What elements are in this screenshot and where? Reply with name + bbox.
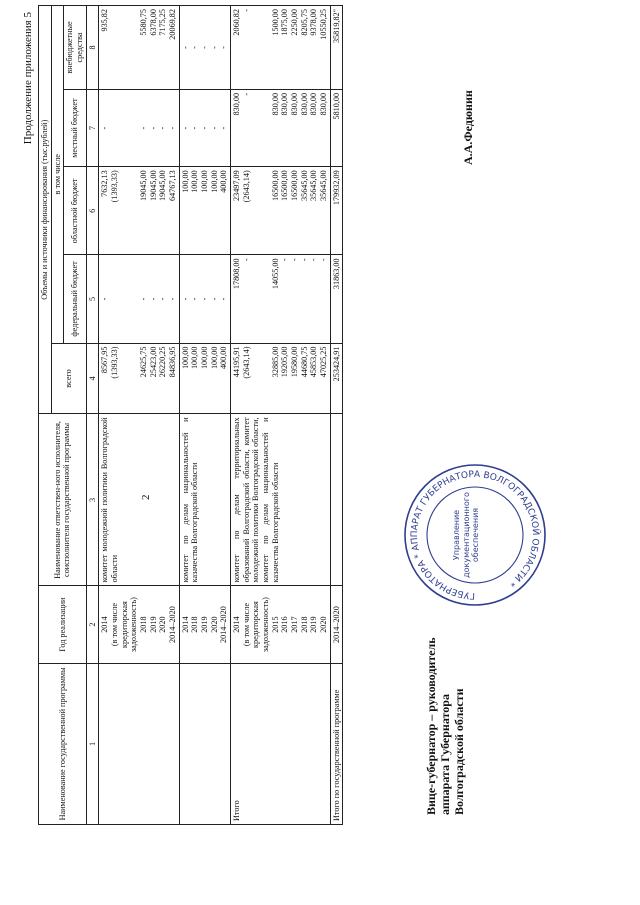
table-row-subtotal [231, 6, 331, 825]
header-row-1 [39, 6, 52, 825]
signature-title-line: Вице-губернатор – руководитель [424, 637, 438, 815]
signatory-name: А.А.Федюнин [461, 90, 475, 165]
years-cell: 2014 2018 2019 2020 2014–2020 [179, 586, 230, 663]
seal-center [452, 492, 502, 578]
program-cell: Итого по государственной программе [330, 663, 343, 824]
federal-cell: 31863,00 [330, 255, 343, 343]
header-year: Год реализации [39, 586, 87, 663]
table-row-program-total [330, 6, 343, 825]
executor-cell: комитет молодежной политики Волгоградской области [99, 414, 179, 586]
extra-cell: - - - - - [179, 6, 230, 90]
column-number: 7 [86, 89, 99, 166]
header-including: в том числе [51, 6, 64, 344]
years-cell: 2014 (в том числе кредиторская задолженность) 2018 2019 2020 2014–2020 [99, 586, 179, 663]
years-cell: 2014–2020 [330, 586, 343, 663]
header-funding: Объемы и источники финансирования (тыс.рублей) [39, 6, 52, 414]
local-cell: 830,00 - 830,00 830,00 830,00 830,00 830,00 830,00 [231, 89, 331, 166]
official-seal-stamp [400, 460, 550, 610]
federal-cell: 17808,00 - 14055,00 - - - - - [231, 255, 331, 343]
header-regional: областной бюджет [64, 167, 86, 255]
local-cell: - - - - - [99, 89, 179, 166]
column-number: 5 [86, 255, 99, 343]
page-number: 2 [140, 494, 152, 500]
column-number: 4 [86, 343, 99, 414]
program-cell [99, 663, 179, 824]
column-number: 6 [86, 167, 99, 255]
column-number-row [86, 6, 99, 825]
signature-title-line: аппарата Губернатора [437, 694, 452, 815]
column-number: 8 [86, 6, 99, 90]
program-cell: Итого [231, 663, 331, 824]
local-cell: 5810,00 [330, 89, 343, 166]
total-cell: 253424,91 [330, 343, 343, 414]
table-row-nationalities [179, 6, 230, 825]
column-number: 2 [86, 586, 99, 663]
continuation-label: Продолжение приложения 5 [22, 12, 34, 145]
federal-cell: - - - - - [179, 255, 230, 343]
header-extra: внебюджетные средства [64, 6, 86, 90]
header-local: местный бюджет [64, 89, 86, 166]
regional-cell: 179932,09 [330, 167, 343, 255]
seal-ring-text: ГУБЕРНАТОРА * АППАРАТ ГУБЕРНАТОРА ВОЛГОГРАДСКОЙ ОБЛАСТИ * [409, 469, 541, 601]
years-cell: 2014 (в том числе кредиторская задолженность) 2015 2016 2017 2018 2019 2020 [231, 586, 331, 663]
header-federal: федеральный бюджет [64, 255, 86, 343]
column-number: 1 [86, 663, 99, 824]
extra-cell: 935,82 5580,75 6378,00 7175,25 20069,82 [99, 6, 179, 90]
local-cell: - - - - - [179, 89, 230, 166]
signature-title-line: Волгоградской области [451, 688, 466, 815]
header-executor: Наименование ответствен-ного исполнителя, соисполнителя государственной программы [39, 414, 87, 586]
total-cell: 100,00 100,00 100,00 100,00 400,00 [179, 343, 230, 414]
header-total: всего [51, 343, 86, 414]
total-cell: 44195,91 (2643,14) 32885,00 19205,00 19580,00 44680,75 45853,00 47025,25 [231, 343, 331, 414]
total-cell: 8567,95 (1393,33) 24625,75 25423,00 26220,25 84836,95 [99, 343, 179, 414]
executor-cell [330, 414, 343, 586]
funding-table [38, 5, 343, 825]
signature-title [425, 637, 466, 815]
header-program: Наименование государственной программы [39, 663, 87, 824]
executor-cell: комитет по делам национальностей и казачества Волгоградской области [179, 414, 230, 586]
table-row-youth-policy [99, 6, 179, 825]
extra-cell: 2060,82 - 1500,00 1875,00 2250,00 8205,75 9378,00 10550,25 [231, 6, 331, 90]
column-number: 3 [86, 414, 99, 586]
program-cell [179, 663, 230, 824]
regional-cell: 23497,09 (2643,14) 16500,00 16500,00 16500,00 35645,00 35645,00 35645,00 [231, 167, 331, 255]
federal-cell: - - - - - [99, 255, 179, 343]
regional-cell: 100,00 100,00 100,00 100,00 400,00 [179, 167, 230, 255]
seal-center-text: Управление документационного обеспечения [452, 492, 481, 578]
regional-cell: 7632,13 (1393,33) 19045,00 19045,00 19045,00 64767,13 [99, 167, 179, 255]
extra-cell: 35819,82" [330, 6, 343, 90]
executor-cell: комитет по делам территориальных образований Волгоградской области, комитет молодежной политики Волгоградской области, комитет по делам национальностей и казачества Волгоградской области [231, 414, 331, 586]
